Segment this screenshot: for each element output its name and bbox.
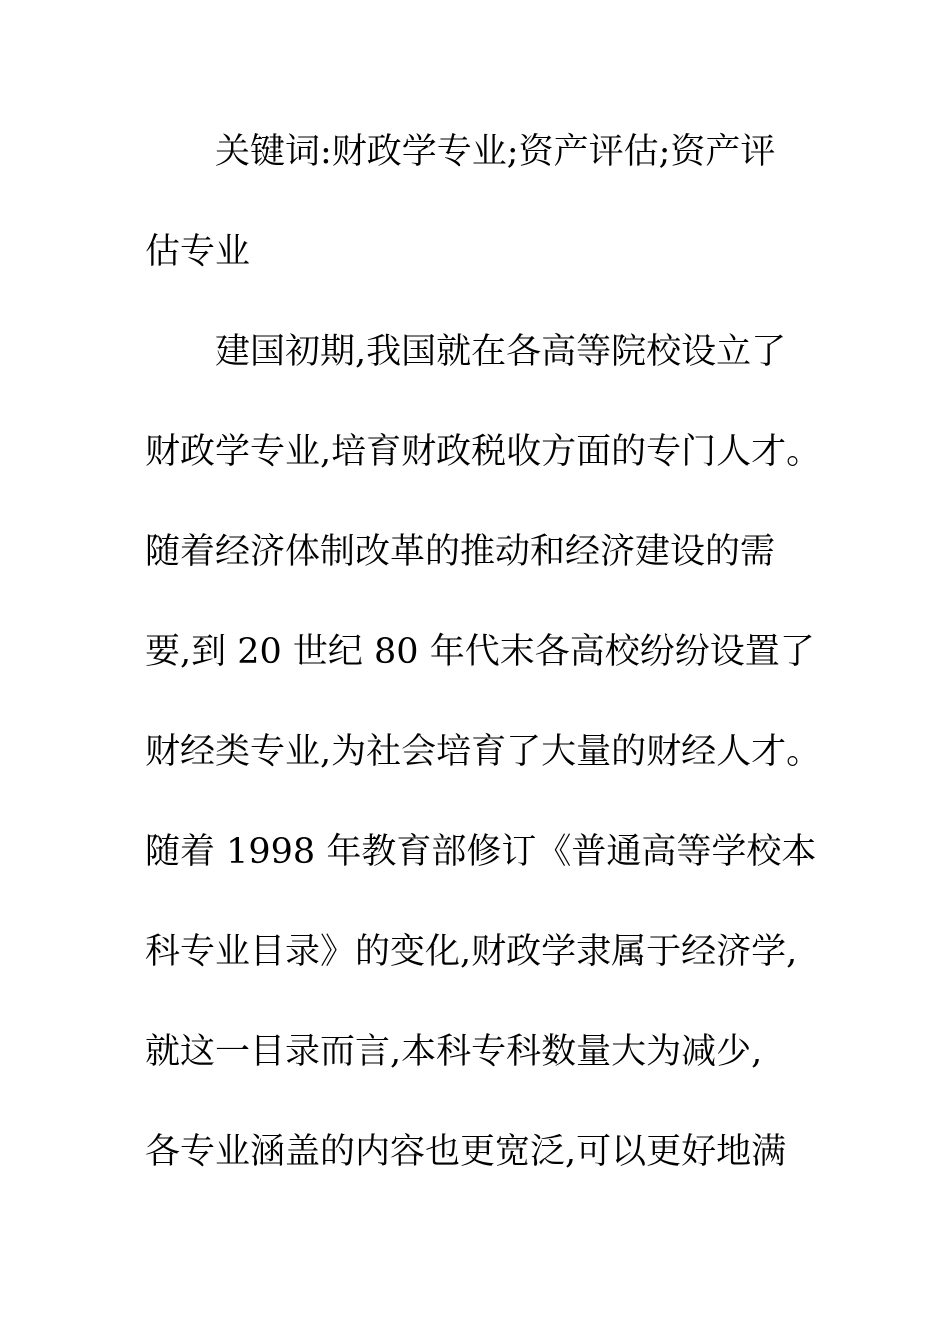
keywords-continuation-line: 估专业 [145, 232, 251, 272]
paragraph-line-5: 财经类专业,为社会培育了大量的财经人才。 [145, 732, 822, 772]
paragraph-line-7: 科专业目录》的变化,财政学隶属于经济学, [145, 932, 798, 972]
paragraph-line-3: 随着经济体制改革的推动和经济建设的需 [145, 532, 776, 572]
paragraph-line-6: 随着 1998 年教育部修订《普通高等学校本 [145, 832, 817, 872]
paragraph-line-2: 财政学专业,培育财政税收方面的专门人才。 [145, 432, 822, 472]
paragraph-line-4: 要,到 20 世纪 80 年代末各高校纷纷设置了 [145, 632, 815, 672]
paragraph-line-8: 就这一目录而言,本科专科数量大为减少, [145, 1032, 763, 1072]
paragraph-line-1: 建国初期,我国就在各高等院校设立了 [215, 332, 787, 372]
paragraph-line-9: 各专业涵盖的内容也更宽泛,可以更好地满 [145, 1132, 787, 1172]
keywords-line: 关键词:财政学专业;资产评估;资产评 [215, 132, 776, 172]
